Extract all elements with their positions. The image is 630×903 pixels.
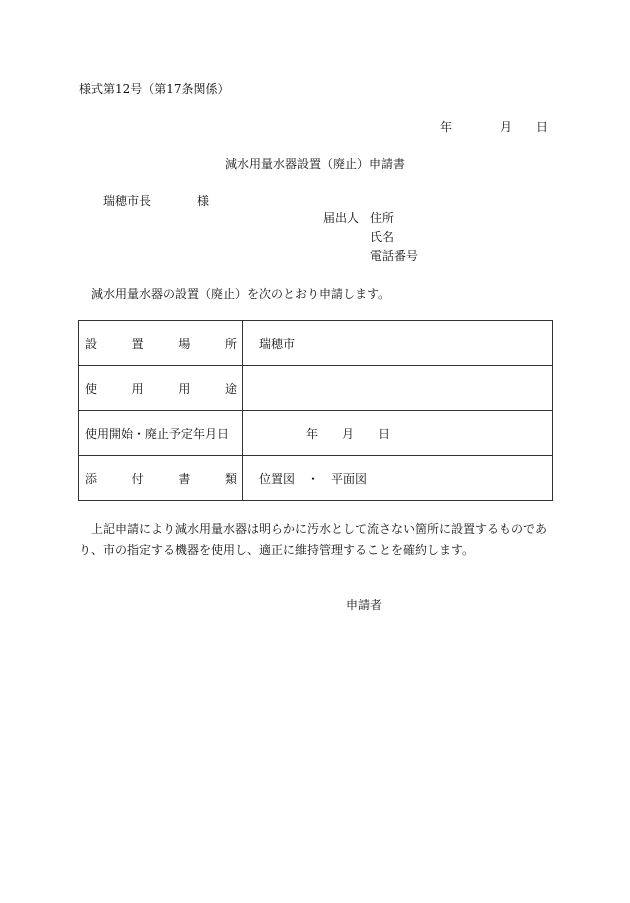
- attachments-label: [79, 456, 243, 501]
- table-row: [79, 366, 553, 411]
- declaration-line-2: り、市の指定する機器を使用し、適正に維持管理することを確約します。: [79, 543, 475, 557]
- label-char: 添: [85, 471, 98, 486]
- applicant-signature-label: 申請者: [346, 598, 383, 612]
- label-char: 付: [131, 471, 144, 486]
- table-row: [79, 411, 553, 456]
- addressee-honorific: 様: [197, 194, 210, 208]
- addressee-name: 瑞穂市長: [103, 194, 152, 208]
- application-table: [78, 320, 553, 501]
- date-year-label: 年: [306, 426, 319, 441]
- label-char: 類: [224, 471, 237, 486]
- label-char: 場: [178, 336, 191, 351]
- form-number: 様式第12号（第17条関係）: [79, 82, 230, 96]
- table-row: [79, 321, 553, 366]
- date-year-label: 年: [440, 120, 453, 134]
- date-day-label: 日: [536, 120, 549, 134]
- intro-text: 減水用量水器の設置（廃止）を次のとおり申請します。: [91, 287, 391, 301]
- document-title: 減水用量水器設置（廃止）申請書: [224, 157, 405, 171]
- label-char: 所: [224, 336, 237, 351]
- label-char: 途: [224, 381, 237, 396]
- scheduled-date-label-text: 使用開始・廃止予定年月日: [85, 426, 230, 441]
- addressee: [103, 194, 209, 208]
- installation-location-value[interactable]: 瑞穂市: [243, 321, 553, 366]
- attachments-value: 位置図 ・ 平面図: [243, 456, 553, 501]
- usage-value[interactable]: [243, 366, 553, 411]
- date-month-label: 月: [342, 426, 355, 441]
- scheduled-date-value[interactable]: [243, 411, 553, 456]
- label-char: 置: [131, 336, 144, 351]
- declaration-line-1: 上記申請により減水用量水器は明らかに汚水として流さない箇所に設置するものであ: [91, 522, 548, 536]
- applicant-address-label: 住所: [370, 211, 395, 225]
- usage-label: [79, 366, 243, 411]
- label-char: 用: [131, 381, 144, 396]
- date-month-label: 月: [500, 120, 513, 134]
- applicant-phone-label: 電話番号: [370, 249, 419, 263]
- label-char: 使: [85, 381, 98, 396]
- applicant-label: 届出人: [323, 211, 360, 225]
- scheduled-date-label: [79, 411, 243, 456]
- submission-date: [440, 120, 548, 134]
- installation-location-label: [79, 321, 243, 366]
- label-char: 設: [85, 336, 98, 351]
- table-row: [79, 456, 553, 501]
- date-day-label: 日: [378, 426, 391, 441]
- label-char: 用: [178, 381, 191, 396]
- label-char: 書: [178, 471, 191, 486]
- applicant-name-label: 氏名: [370, 230, 395, 244]
